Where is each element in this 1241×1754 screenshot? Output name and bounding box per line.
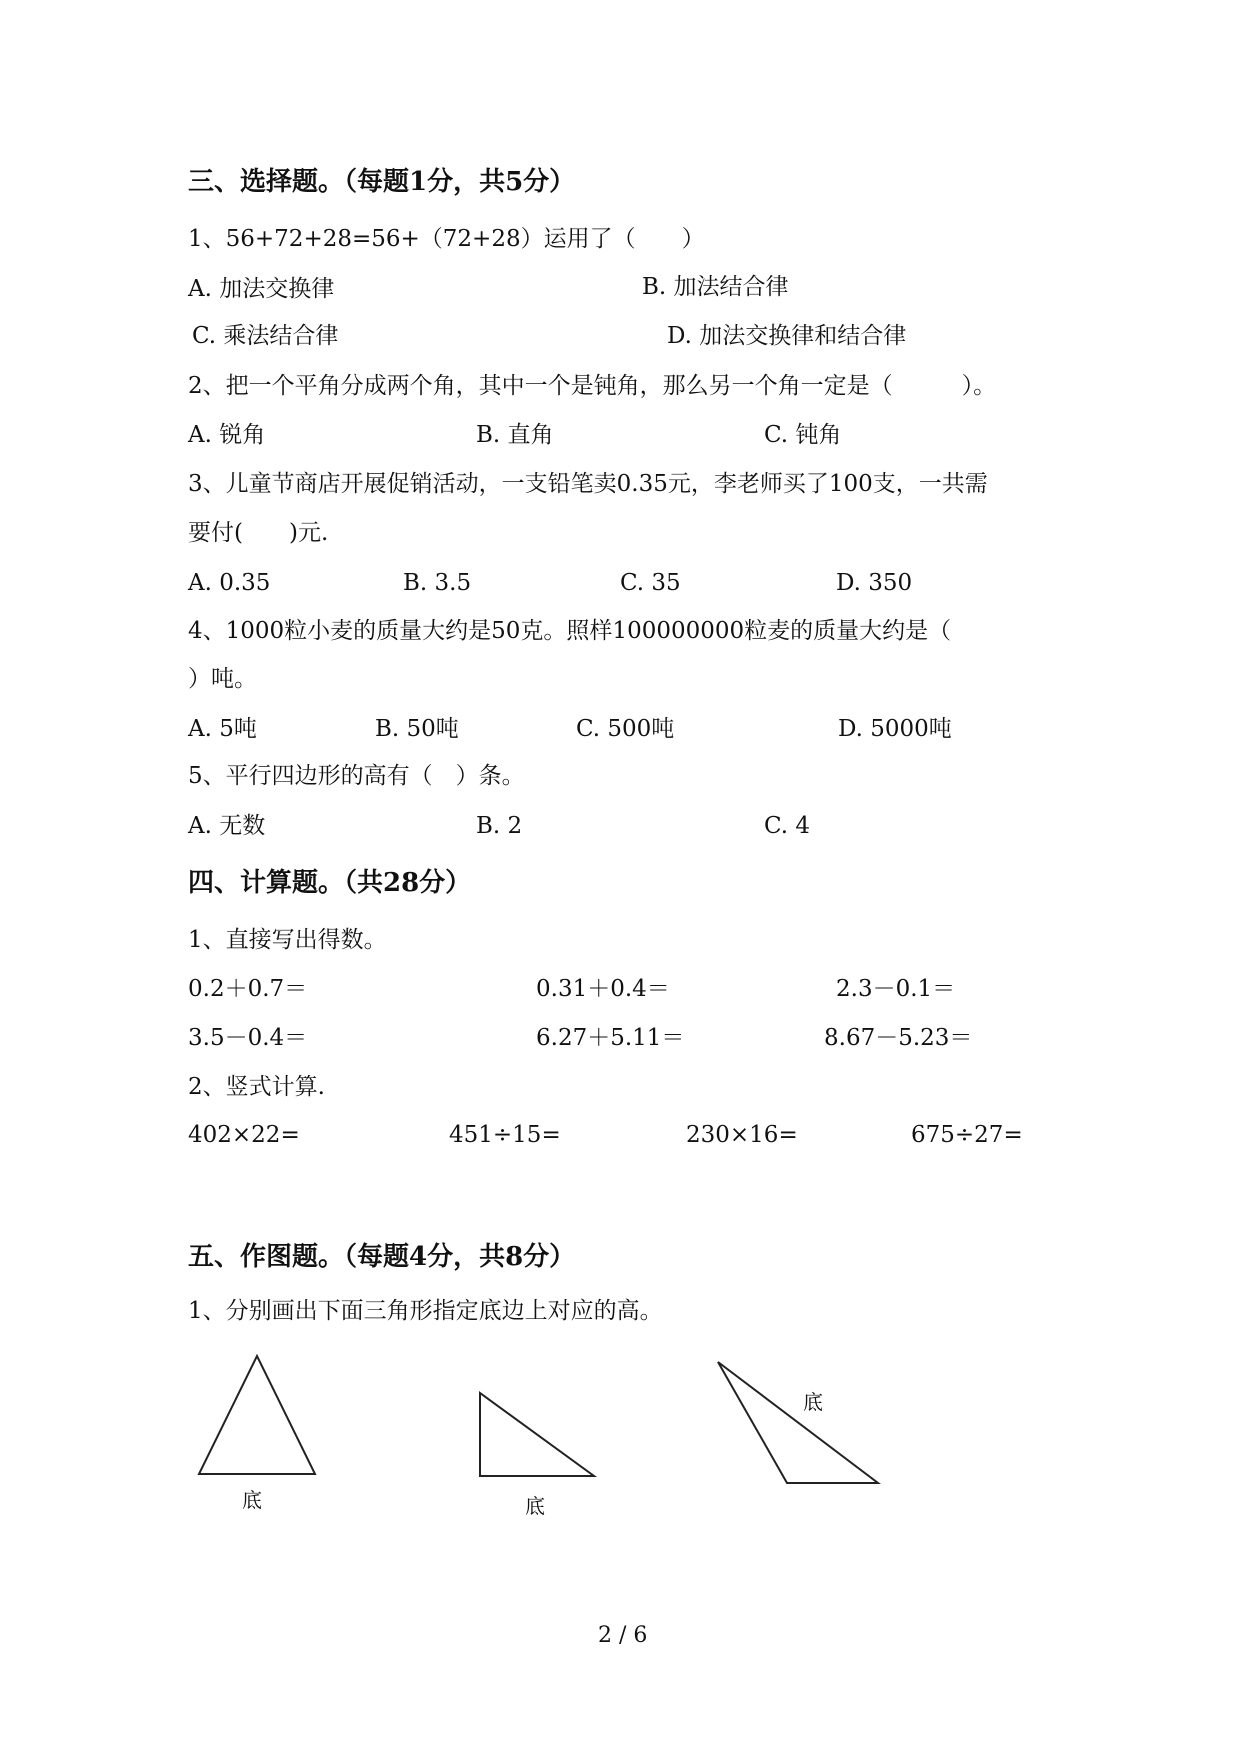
option-3-4-b: B. 50吨 bbox=[375, 716, 459, 742]
question-3-5-text: 5、平行四边形的高有（ ）条。 bbox=[188, 763, 525, 789]
vertical-calc-item: 230×16= bbox=[686, 1122, 798, 1148]
option-3-2-a: A. 锐角 bbox=[188, 422, 266, 448]
triangle-2-base-label: 底 bbox=[525, 1494, 545, 1518]
option-3-4-a: A. 5吨 bbox=[188, 716, 257, 742]
triangle-2-shape bbox=[480, 1393, 594, 1476]
option-3-4-d: D. 5000吨 bbox=[838, 716, 952, 742]
calc-item: 6.27＋5.11＝ bbox=[536, 1025, 685, 1051]
page-number: 2 / 6 bbox=[598, 1623, 648, 1648]
triangle-3-base-label: 底 bbox=[803, 1390, 823, 1414]
question-3-3-text-line1: 3、儿童节商店开展促销活动，一支铅笔卖0.35元，李老师买了100支，一共需 bbox=[188, 471, 988, 497]
option-3-2-b: B. 直角 bbox=[476, 422, 554, 448]
option-3-1-b: B. 加法结合律 bbox=[642, 274, 789, 300]
option-3-4-c: C. 500吨 bbox=[576, 716, 675, 742]
vertical-calc-item: 675÷27= bbox=[911, 1122, 1023, 1148]
question-3-4-text-line1: 4、1000粒小麦的质量大约是50克。照样100000000粒麦的质量大约是（ bbox=[188, 618, 952, 644]
question-3-4-text-line2: ）吨。 bbox=[188, 666, 257, 692]
calc-item: 0.31＋0.4＝ bbox=[536, 976, 670, 1002]
triangle-3-shape bbox=[718, 1362, 878, 1483]
question-3-2-text: 2、把一个平角分成两个角，其中一个是钝角，那么另一个角一定是（ ）。 bbox=[188, 373, 997, 399]
calc-item: 3.5－0.4＝ bbox=[188, 1025, 308, 1051]
calc-item: 0.2＋0.7＝ bbox=[188, 976, 308, 1002]
section-3-title: 三、选择题。（每题1分，共5分） bbox=[188, 167, 576, 197]
option-3-3-c: C. 35 bbox=[620, 570, 681, 596]
option-3-5-c: C. 4 bbox=[764, 813, 811, 839]
option-3-5-a: A. 无数 bbox=[188, 813, 266, 839]
triangle-1-shape bbox=[199, 1356, 315, 1474]
option-3-2-c: C. 钝角 bbox=[764, 422, 842, 448]
section-5-title: 五、作图题。（每题4分，共8分） bbox=[188, 1242, 576, 1272]
question-3-1-text: 1、56+72+28=56+（72+28）运用了（ ） bbox=[188, 226, 705, 252]
triangle-1-base-label: 底 bbox=[242, 1488, 262, 1512]
option-3-3-b: B. 3.5 bbox=[403, 570, 472, 596]
question-3-3-text-line2: 要付( )元. bbox=[188, 520, 329, 546]
question-4-1-text: 1、直接写出得数。 bbox=[188, 927, 387, 953]
calc-item: 8.67－5.23＝ bbox=[824, 1025, 973, 1051]
option-3-1-c: C. 乘法结合律 bbox=[192, 323, 339, 349]
option-3-5-b: B. 2 bbox=[476, 813, 523, 839]
option-3-1-a: A. 加法交换律 bbox=[188, 276, 335, 302]
question-4-2-text: 2、竖式计算. bbox=[188, 1074, 325, 1100]
question-5-1-text: 1、分别画出下面三角形指定底边上对应的高。 bbox=[188, 1298, 663, 1324]
vertical-calc-item: 451÷15= bbox=[449, 1122, 561, 1148]
section-4-title: 四、计算题。（共28分） bbox=[188, 868, 472, 898]
vertical-calc-item: 402×22= bbox=[188, 1122, 300, 1148]
option-3-1-d: D. 加法交换律和结合律 bbox=[667, 323, 907, 349]
option-3-3-a: A. 0.35 bbox=[188, 570, 271, 596]
option-3-3-d: D. 350 bbox=[836, 570, 913, 596]
calc-item: 2.3－0.1＝ bbox=[836, 976, 956, 1002]
